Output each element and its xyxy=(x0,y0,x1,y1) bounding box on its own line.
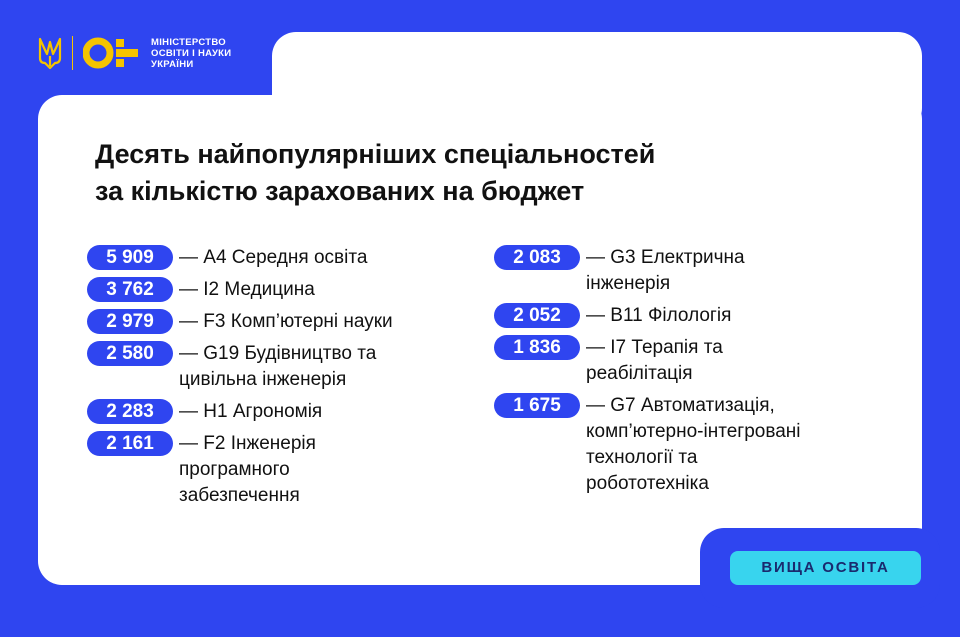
count-badge: 1 836 xyxy=(494,335,580,360)
specialty-label: — G3 Електрична інженерія xyxy=(586,247,745,294)
list-item xyxy=(494,245,834,297)
count-badge: 2 161 xyxy=(87,431,173,456)
count-badge: 3 762 xyxy=(87,277,173,302)
count-badge: 2 052 xyxy=(494,303,580,328)
ministry-name xyxy=(151,37,231,70)
count-badge: 2 979 xyxy=(87,309,173,334)
specialty-label: — А4 Середня освіта xyxy=(179,247,368,268)
list-item xyxy=(87,309,427,335)
specialty-label: — Н1 Агрономія xyxy=(179,401,323,422)
specialty-label: — В11 Філологія xyxy=(586,305,732,326)
header-logo xyxy=(38,34,231,72)
specialty-label: — І7 Терапія та реабілітація xyxy=(586,337,723,384)
list-item xyxy=(87,399,427,425)
category-tag: ВИЩА ОСВІТА xyxy=(730,551,921,585)
ministry-line-1: МІНІСТЕРСТВО xyxy=(151,36,226,48)
list-item xyxy=(494,335,834,387)
specialty-label: — F2 Інженерія програмного забезпечення xyxy=(179,433,316,506)
page-title: Десять найпопулярніших спеціальностей за кількістю зарахованих на бюджет xyxy=(95,139,656,206)
left-list xyxy=(87,245,427,515)
list-item xyxy=(494,303,834,329)
trident-icon xyxy=(38,36,62,70)
ministry-line-2: ОСВІТИ І НАУКИ xyxy=(151,47,232,59)
list-item xyxy=(87,431,427,509)
specialty-label: — G7 Автоматизація, комп’ютерно-інтегровані технології та робототехніка xyxy=(586,395,801,494)
right-list xyxy=(494,245,834,503)
list-item xyxy=(87,277,427,303)
specialty-label: — І2 Медицина xyxy=(179,279,315,300)
count-badge: 5 909 xyxy=(87,245,173,270)
specialty-label: — G19 Будівництво та цивільна інженерія xyxy=(179,343,377,390)
count-badge: 2 283 xyxy=(87,399,173,424)
mon-logo-icon xyxy=(83,36,141,70)
list-item xyxy=(494,393,834,497)
list-item xyxy=(87,341,427,393)
count-badge: 2 083 xyxy=(494,245,580,270)
list-item xyxy=(87,245,427,271)
count-badge: 2 580 xyxy=(87,341,173,366)
logo-divider xyxy=(72,36,73,70)
ministry-line-3: УКРАЇНИ xyxy=(151,58,194,70)
specialty-label: — F3 Комп’ютерні науки xyxy=(179,311,393,332)
count-badge: 1 675 xyxy=(494,393,580,418)
